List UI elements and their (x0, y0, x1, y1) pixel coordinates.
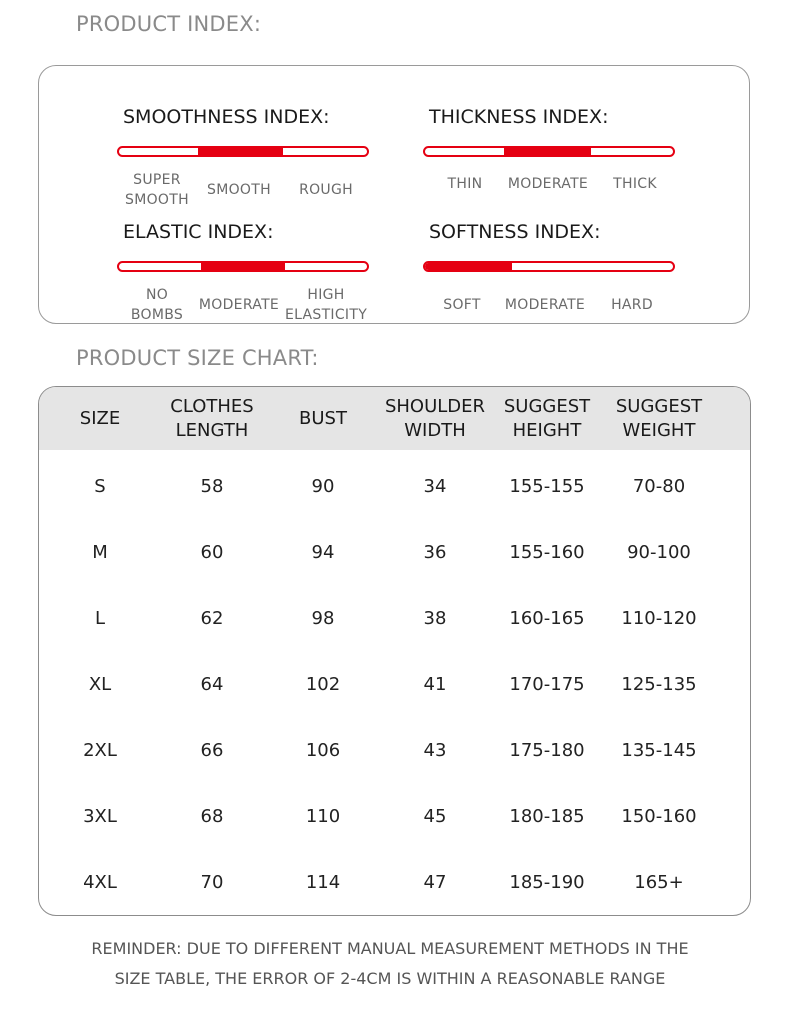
header-shoulder-width: SHOULDER WIDTH (384, 395, 486, 441)
header-clothes-length: CLOTHES LENGTH (170, 395, 254, 441)
product-index-title: PRODUCT INDEX: (76, 12, 262, 36)
table-row (39, 519, 750, 585)
header-suggest-weight: SUGGEST WEIGHT (615, 395, 703, 441)
reminder-line-2: SIZE TABLE, THE ERROR OF 2-4CM IS WITHIN A REASONABLE RANGE (114, 969, 666, 988)
table-cell: 185-190 (509, 871, 585, 893)
table-cell: S (94, 475, 106, 497)
table-cell: 98 (311, 607, 335, 629)
size-chart-table (38, 386, 751, 916)
table-cell: 90 (311, 475, 335, 497)
index-label: SOFT (443, 297, 481, 313)
reminder-line-1: REMINDER: DUE TO DIFFERENT MANUAL MEASUREMENT METHODS IN THE (91, 939, 689, 958)
table-cell: 45 (423, 805, 447, 827)
index-label: SMOOTH (207, 182, 271, 198)
table-cell: 66 (200, 739, 224, 761)
table-cell: 3XL (83, 805, 117, 827)
table-cell: 60 (200, 541, 224, 563)
index-label: HIGH ELASTICITY (284, 287, 368, 323)
index-bar-fill (201, 263, 285, 270)
size-chart-title: PRODUCT SIZE CHART: (76, 346, 319, 370)
table-cell: 155-160 (509, 541, 585, 563)
table-row (39, 849, 750, 915)
table-cell: M (92, 541, 108, 563)
index-bar (117, 146, 369, 157)
index-bar (423, 261, 675, 272)
index-bar (117, 261, 369, 272)
table-cell: 160-165 (509, 607, 585, 629)
index-label: HARD (611, 297, 653, 313)
table-cell: 70-80 (632, 475, 686, 497)
index-name: ELASTIC INDEX: (123, 221, 274, 243)
index-bar-fill (504, 148, 591, 155)
table-cell: 114 (305, 871, 341, 893)
product-index-panel (38, 65, 750, 324)
index-label: MODERATE (507, 176, 589, 192)
index-label: SUPER SMOOTH (125, 172, 189, 208)
table-row (39, 453, 750, 519)
table-cell: 94 (311, 541, 335, 563)
table-cell: 110-120 (621, 607, 697, 629)
reminder-note (50, 934, 730, 994)
table-cell: 58 (200, 475, 224, 497)
header-bust: BUST (299, 407, 347, 429)
table-cell: 150-160 (621, 805, 697, 827)
table-cell: 175-180 (509, 739, 585, 761)
index-label: THICK (613, 176, 657, 192)
table-row (39, 717, 750, 783)
index-label: THIN (447, 176, 483, 192)
index-label: MODERATE (504, 297, 586, 313)
index-bar-fill (198, 148, 282, 155)
table-cell: 155-155 (509, 475, 585, 497)
table-cell: 90-100 (627, 541, 691, 563)
table-cell: 165+ (634, 871, 684, 893)
table-cell: 34 (423, 475, 447, 497)
table-cell: 38 (423, 607, 447, 629)
index-name: SMOOTHNESS INDEX: (123, 106, 330, 128)
table-cell: 64 (200, 673, 224, 695)
header-size: SIZE (79, 407, 121, 429)
index-label: ROUGH (299, 182, 353, 198)
table-cell: 180-185 (509, 805, 585, 827)
index-label: MODERATE (198, 297, 280, 313)
index-label: NO BOMBS (130, 287, 184, 323)
table-row (39, 783, 750, 849)
index-bar-fill (425, 263, 512, 270)
table-cell: XL (88, 673, 112, 695)
table-cell: 125-135 (621, 673, 697, 695)
table-cell: 135-145 (621, 739, 697, 761)
table-cell: 106 (305, 739, 341, 761)
table-cell: 43 (423, 739, 447, 761)
table-cell: 36 (423, 541, 447, 563)
table-cell: L (94, 607, 106, 629)
table-cell: 102 (305, 673, 341, 695)
table-cell: 68 (200, 805, 224, 827)
table-cell: 62 (200, 607, 224, 629)
table-cell: 110 (305, 805, 341, 827)
table-header-row (39, 387, 750, 450)
table-row (39, 651, 750, 717)
index-name: THICKNESS INDEX: (429, 106, 609, 128)
index-bar (423, 146, 675, 157)
table-cell: 2XL (83, 739, 117, 761)
table-cell: 41 (423, 673, 447, 695)
index-name: SOFTNESS INDEX: (429, 221, 601, 243)
table-row (39, 585, 750, 651)
header-suggest-height: SUGGEST HEIGHT (503, 395, 591, 441)
table-cell: 70 (200, 871, 224, 893)
table-cell: 47 (423, 871, 447, 893)
table-cell: 4XL (83, 871, 117, 893)
table-cell: 170-175 (509, 673, 585, 695)
